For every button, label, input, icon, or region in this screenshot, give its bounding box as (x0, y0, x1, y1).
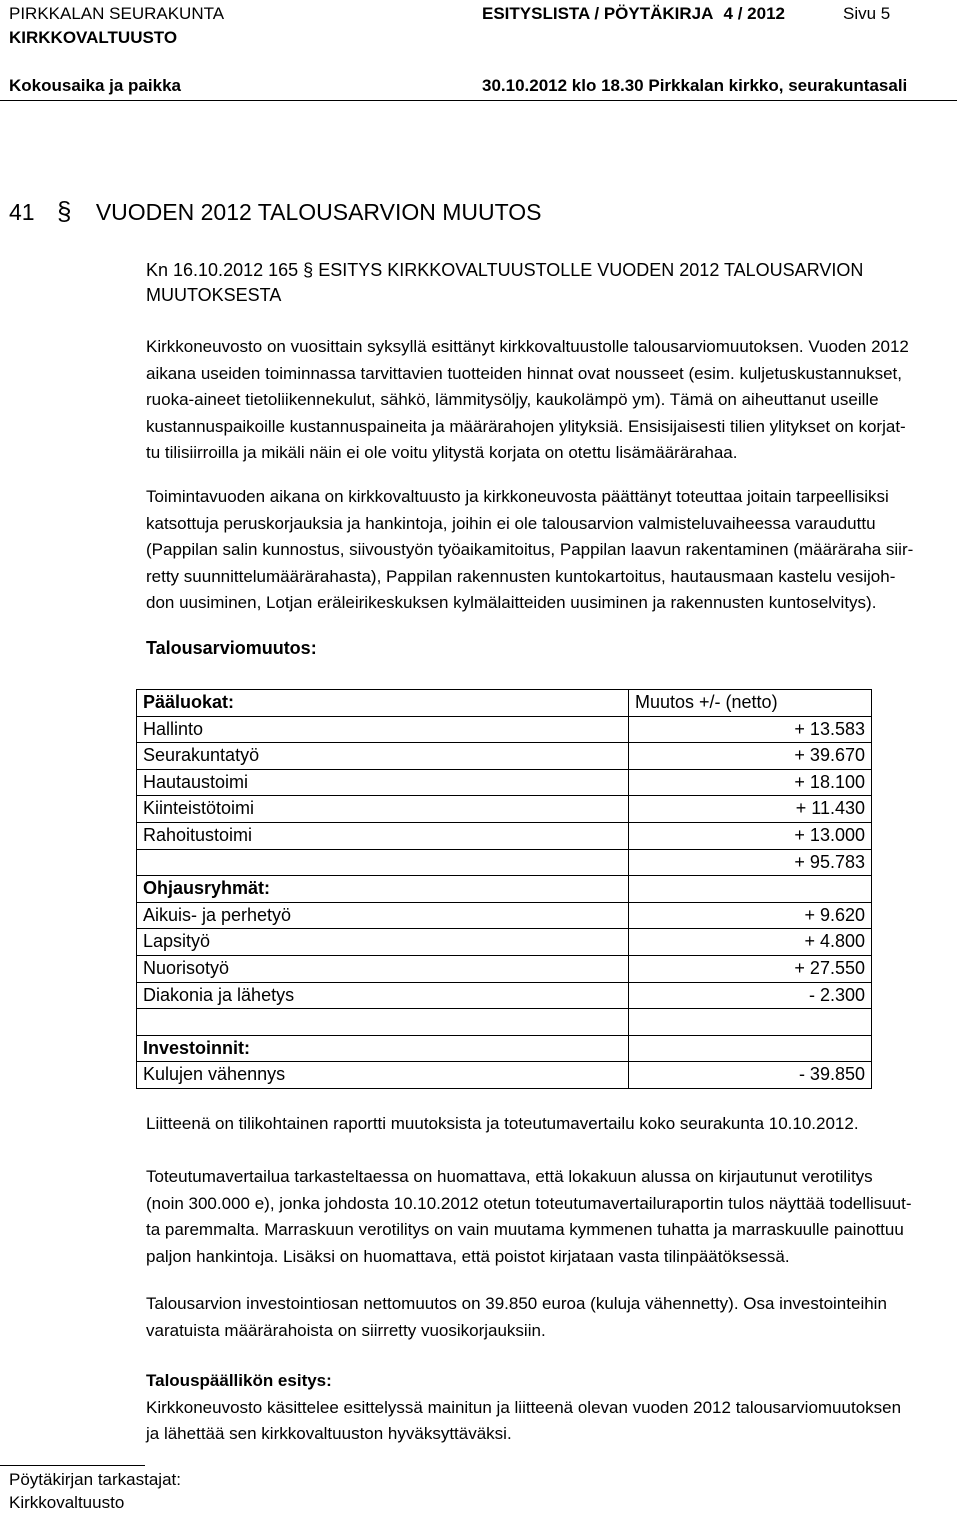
proposal-section (146, 1368, 952, 1448)
col2-header: Muutos +/- (netto) (629, 690, 872, 717)
row-value: + 39.670 (629, 743, 872, 770)
paragraph-comparison (146, 1164, 952, 1270)
table-row (137, 743, 872, 770)
text-line: katsottuja peruskorjauksia ja hankintoja, joihin ei ole talousarvion valmisteluvaiheessa varauduttu (146, 513, 876, 533)
text-line: (noin 300.000 e), jonka johdosta 10.10.2012 otetun toteutumavertailuraportin tulos näyttää todellisuut- (146, 1193, 912, 1213)
text-line: Kirkkoneuvosto käsittelee esittelyssä mainitun ja liitteenä olevan vuoden 2012 talousarviomuutoksen (146, 1397, 902, 1417)
doc-type (482, 4, 785, 24)
row-value: + 13.583 (629, 716, 872, 743)
row-name: Kulujen vähennys (137, 1062, 629, 1089)
paragraph-attachment (146, 1111, 952, 1138)
row-value: + 4.800 (629, 929, 872, 956)
row-name: Nuorisotyö (137, 955, 629, 982)
paragraph-projects (146, 484, 952, 617)
empty-cell (629, 1035, 872, 1062)
paragraph-intro (146, 334, 952, 467)
row-name: Hallinto (137, 716, 629, 743)
table-row-total (137, 849, 872, 876)
item-title: VUODEN 2012 TALOUSARVION MUUTOS (95, 199, 542, 225)
sub-section-mark: § (303, 260, 314, 280)
table-row (137, 796, 872, 823)
budget-heading: Talousarviomuutos: (146, 638, 317, 658)
row-name: Hautaustoimi (137, 769, 629, 796)
empty-cell (137, 1009, 629, 1036)
row-value: - 39.850 (629, 1062, 872, 1089)
footer-body: Kirkkovaltuusto (9, 1493, 125, 1512)
row-value: + 95.783 (629, 849, 872, 876)
text-line: (Pappilan salin kunnostus, siivoustyön työaikamitoitus, Pappilan laavun rakentaminen (määräraha siir- (146, 540, 914, 559)
sub-title-line1: ESITYS KIRKKOVALTUUSTOLLE VUODEN 2012 TALOUSARVION (318, 260, 864, 280)
text-line: kustannuspaikoille kustannuspaineita ja määrärahojen ylityksiä. Ensisijaisesti tilien ylitykset on korjat- (146, 416, 906, 436)
text-line: Toimintavuoden aikana on kirkkovaltuusto ja kirkkoneuvosta päättänyt toteuttaa joitain tarpeellisiksi (146, 487, 889, 506)
table-row (137, 769, 872, 796)
footer-rule (0, 1465, 145, 1466)
doc-number: 4 / 2012 (723, 4, 785, 23)
table-group-header (137, 876, 872, 903)
row-name (137, 849, 629, 876)
table-row (137, 955, 872, 982)
table-row (137, 929, 872, 956)
table-row (137, 902, 872, 929)
row-value: + 11.430 (629, 796, 872, 823)
col1-header: Pääluokat: (137, 690, 629, 717)
row-value: - 2.300 (629, 982, 872, 1009)
group-header: Ohjausryhmät: (137, 876, 629, 903)
meeting-value: 30.10.2012 klo 18.30 Pirkkalan kirkko, seurakuntasali (482, 76, 908, 95)
text-line: tu tilisiirroilla ja mikäli näin ei ole voitu ylitystä korjata on otettu lisämäärärahaa. (146, 443, 738, 462)
group-header: Investoinnit: (137, 1035, 629, 1062)
text-line: aikana useiden toiminnassa tarvittavien tuotteiden hinnat ovat nousseet (esim. kuljetuskustannukset, (146, 363, 903, 383)
text-line: Liitteenä on tilikohtainen raportti muutoksista ja toteutumavertailu koko seurakunta 10.10.2012. (146, 1114, 859, 1133)
item-number: 41 (9, 199, 35, 225)
proposal-heading: Talouspäällikön esitys: (146, 1371, 332, 1390)
row-name: Rahoitustoimi (137, 822, 629, 849)
row-name: Lapsityö (137, 929, 629, 956)
text-line: ruoka-aineet tietoliikennekulut, sähkö, lämmitysöljy, kaukolämpö ym). Tämä on aiheuttanut useille (146, 390, 879, 409)
page-number: Sivu 5 (843, 4, 891, 23)
row-value: + 27.550 (629, 955, 872, 982)
row-name: Aikuis- ja perhetyö (137, 902, 629, 929)
text-line: Talousarvion investointiosan nettomuutos on 39.850 euroa (kuluja vähennetty). Osa investointeihin (146, 1294, 887, 1313)
table-header-row (137, 690, 872, 717)
text-line: ja lähettää sen kirkkovaltuuston hyväksyttäväksi. (146, 1424, 512, 1443)
row-value: + 9.620 (629, 902, 872, 929)
doc-type-label: ESITYSLISTA / PÖYTÄKIRJA (482, 4, 713, 23)
text-line: Toteutumavertailua tarkasteltaessa on huomattava, että lokakuun alussa on kirjautunut verotilitys (146, 1167, 873, 1186)
item-heading (9, 196, 542, 227)
table-row (137, 822, 872, 849)
budget-table (136, 689, 872, 1089)
table-row (137, 982, 872, 1009)
row-name: Seurakuntatyö (137, 743, 629, 770)
row-value: + 13.000 (629, 822, 872, 849)
sub-heading-line1 (146, 260, 863, 281)
text-line: varatuista määrärahoista on siirretty vuosikorjauksiin. (146, 1320, 546, 1340)
text-line: ta paremmalta. Marraskuun verotilitys on vain muutama kymmenen tuhatta ja marraskuulle painottuu (146, 1220, 904, 1239)
empty-cell (629, 876, 872, 903)
empty-cell (629, 1009, 872, 1036)
text-line: Kirkkoneuvosto on vuosittain syksyllä esittänyt kirkkovaltuustolle talousarviomuutoksen. Vuoden 2012 (146, 337, 909, 356)
row-value: + 18.100 (629, 769, 872, 796)
text-line: paljon hankintoja. Lisäksi on huomattava, että poistot kirjataan vasta tilinpäätöksessä. (146, 1246, 790, 1266)
text-line: don uusiminen, Lotjan eräleirikeskuksen kylmälaitteiden uusiminen ja rakennusten kuntoselvitys). (146, 593, 877, 612)
table-spacer-row (137, 1009, 872, 1036)
sub-title-line2: MUUTOKSESTA (146, 285, 282, 305)
footer-label: Pöytäkirjan tarkastajat: (9, 1470, 181, 1489)
paragraph-investments (146, 1291, 952, 1344)
table-row (137, 1062, 872, 1089)
table-row (137, 716, 872, 743)
header-rule (0, 100, 957, 101)
row-name: Diakonia ja lähetys (137, 982, 629, 1009)
row-name: Kiinteistötoimi (137, 796, 629, 823)
meeting-label: Kokousaika ja paikka (9, 76, 181, 95)
section-mark: § (56, 196, 72, 226)
org-name: PIRKKALAN SEURAKUNTA (9, 4, 225, 23)
body-name: KIRKKOVALTUUSTO (9, 28, 178, 47)
sub-ref: Kn 16.10.2012 165 (146, 260, 299, 280)
table-group-header (137, 1035, 872, 1062)
text-line: retty suunnittelumäärärahasta), Pappilan rakennusten kuntokartoitus, hautausmaan kastelu vesijoh- (146, 566, 896, 586)
